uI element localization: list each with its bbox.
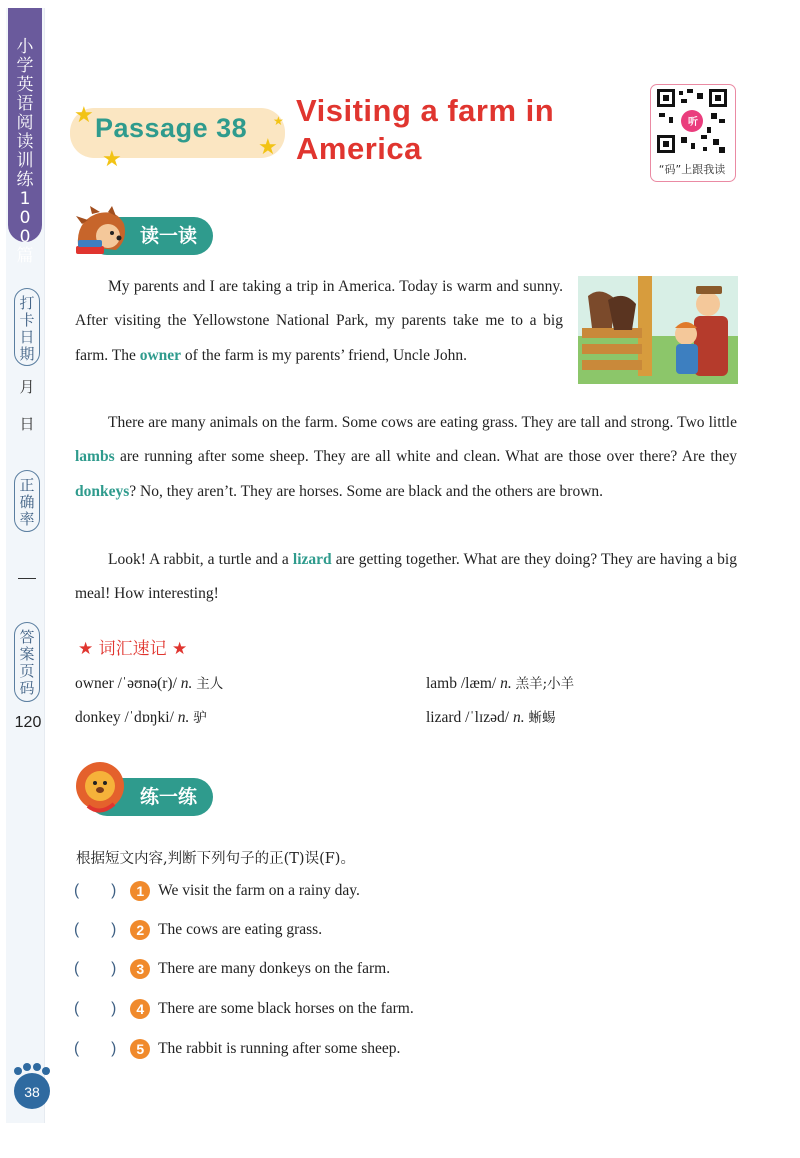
month-label: 月: [19, 378, 35, 396]
accuracy-label: 正确率: [14, 470, 40, 532]
question-row: [74, 920, 322, 944]
hedgehog-mascot-icon: [72, 206, 128, 256]
paragraph-1: My parents and I are taking a trip in America. Today is warm and sunny. After visiting the Yellowstone National Park, my parents take me to a big farm. The owner of the farm is my parents’ friend, Uncle John.: [75, 278, 563, 364]
star-icon: ★: [258, 134, 278, 159]
keyword-lambs: lambs: [75, 448, 115, 466]
day-label: 日: [19, 415, 35, 433]
answer-page-number: 120: [14, 714, 42, 731]
question-text: There are many donkeys on the farm.: [158, 959, 391, 977]
keyword-owner: owner: [139, 346, 182, 364]
page-number: 38: [14, 1073, 50, 1109]
answer-page-label: 答案页码: [14, 622, 40, 702]
question-text: The cows are eating grass.: [158, 920, 323, 938]
paragraph-2: There are many animals on the farm. Some cows are eating grass. They are tall and strong. Two little lambs are running after some sheep. They are all white and clean. What are those over there? Are they donkeys? No, they aren’t. They are horses. Some are black and the others are brown.: [75, 414, 738, 500]
read-section-badge: 读一读: [88, 217, 213, 255]
question-row: [74, 999, 414, 1023]
series-title: 小学英语阅读训练100篇: [16, 37, 34, 266]
answer-blank[interactable]: ( ): [74, 959, 117, 977]
keyword-lizard: lizard: [292, 551, 332, 568]
divider-dash: [18, 578, 36, 579]
question-number-badge: 5: [130, 1039, 150, 1059]
question-number-badge: 2: [130, 920, 150, 940]
qr-listen-badge: 听: [688, 117, 698, 128]
question-row: [74, 881, 360, 905]
star-icon: ★: [102, 146, 122, 171]
star-icon: ★: [74, 102, 94, 127]
vocab-entry: owner /ˈəʊnə(r)/ n. 主人: [75, 675, 224, 692]
vocab-entry: lizard /ˈlɪzəd/ n. 蜥蜴: [426, 709, 556, 726]
vocab-entry: lamb /læm/ n. 羔羊;小羊: [426, 675, 575, 692]
paragraph-3: Look! A rabbit, a turtle and a lizard are getting together. What are they doing? They are having a big meal! How interesting!: [75, 551, 737, 603]
checkin-label: 打卡日期: [14, 288, 40, 366]
practice-section-badge: 练一练: [88, 778, 213, 816]
series-title-tab: [8, 8, 42, 266]
qr-caption: “码”上跟我读: [658, 163, 726, 176]
question-text: The rabbit is running after some sheep.: [158, 1039, 401, 1057]
answer-blank[interactable]: ( ): [74, 881, 117, 899]
question-number-badge: 3: [130, 959, 150, 979]
star-icon: ★: [273, 114, 284, 128]
answer-blank[interactable]: ( ): [74, 999, 117, 1017]
vocab-title: ★ 词汇速记 ★: [78, 639, 188, 659]
paw-icon: [10, 1062, 54, 1076]
question-text: There are some black horses on the farm.: [158, 999, 414, 1017]
question-number-badge: 1: [130, 881, 150, 901]
passage-number: Passage 38: [95, 113, 248, 143]
answer-blank[interactable]: ( ): [74, 1039, 117, 1057]
question-number-badge: 4: [130, 999, 150, 1019]
question-row: [74, 1039, 400, 1063]
lion-mascot-icon: [74, 760, 128, 816]
answer-blank[interactable]: ( ): [74, 920, 117, 938]
page-title: Visiting a farm in America: [296, 93, 555, 166]
question-row: [74, 959, 390, 983]
vocab-entry: donkey /ˈdɒŋki/ n. 驴: [75, 709, 207, 726]
keyword-donkeys: donkeys: [75, 482, 130, 500]
exercise-instruction: 根据短文内容,判断下列句子的正(T)误(F)。: [76, 851, 355, 867]
question-text: We visit the farm on a rainy day.: [158, 881, 360, 899]
farm-illustration: [578, 276, 738, 384]
